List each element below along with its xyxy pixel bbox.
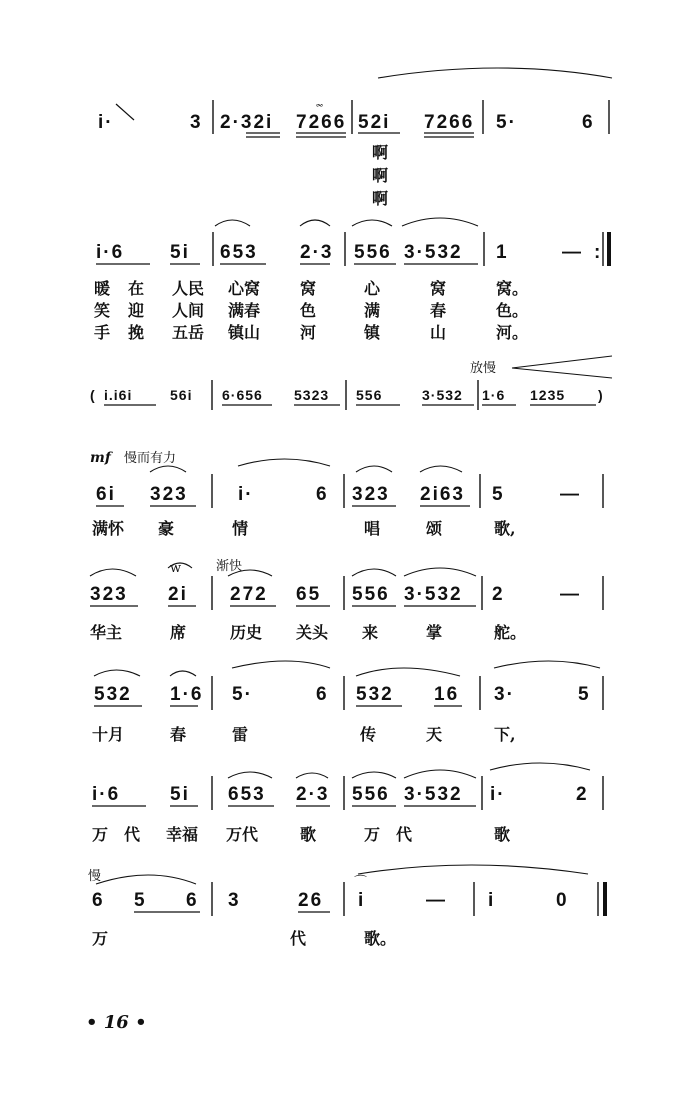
lyric: 来	[362, 623, 379, 642]
lyric: 暖	[94, 279, 111, 298]
lyric: 啊	[372, 143, 389, 162]
lyric: 色。	[496, 301, 529, 320]
note: 1235	[530, 387, 566, 403]
lyric: 春	[430, 301, 447, 320]
note: 3	[228, 890, 241, 911]
note: 2	[576, 784, 589, 805]
lyric: 席	[170, 623, 187, 642]
note: 2·3	[296, 784, 330, 805]
note: 5i	[170, 784, 190, 805]
svg-text:𝆗: 𝆗	[316, 97, 324, 112]
note: i	[488, 890, 496, 911]
svg-text:w: w	[170, 561, 182, 576]
dynamic-marking: mf	[90, 450, 111, 466]
page-number: • 16 •	[86, 1012, 147, 1033]
lyric: 满	[364, 301, 381, 320]
lyric: 传	[360, 725, 377, 744]
lyric: 万	[92, 825, 109, 844]
lyric: 窝	[430, 279, 447, 298]
tempo-marking: 慢而有力	[124, 451, 177, 466]
system-4-notes	[90, 450, 603, 508]
note: 52i	[358, 112, 391, 133]
lyric: 人间	[172, 301, 205, 320]
lyric: 手	[94, 323, 111, 342]
lyric: 代	[396, 825, 413, 844]
note: 5	[492, 484, 505, 505]
note: i	[358, 890, 366, 911]
lyric: 五岳	[172, 323, 205, 342]
note: 556	[354, 242, 392, 263]
note: 556	[352, 784, 390, 805]
lyric: 窝。	[496, 279, 529, 298]
note: 6	[186, 890, 199, 911]
system-5-notes	[90, 558, 603, 610]
lyric: 幸福	[166, 825, 199, 844]
note: 653	[228, 784, 266, 805]
tempo-marking: 放慢	[470, 361, 497, 376]
note: 6·656	[222, 387, 263, 403]
repeat-dots: :	[594, 242, 603, 263]
note: 2·32i	[220, 112, 274, 133]
system-1-notes	[98, 68, 612, 137]
note: 6	[316, 684, 329, 705]
note: 1·6	[170, 684, 204, 705]
lyric: 掌	[426, 623, 443, 642]
tempo-marking: 渐快	[216, 559, 243, 574]
lyric: 情	[232, 519, 249, 538]
note: —	[562, 242, 583, 263]
note: 3·532	[404, 784, 463, 805]
lyric: 代	[124, 825, 141, 844]
note: 5·	[232, 684, 253, 705]
lyric: 十月	[92, 725, 125, 744]
note: 532	[94, 684, 132, 705]
lyric: 啊	[372, 189, 389, 208]
note: )	[598, 387, 604, 403]
lyric: 色	[300, 301, 317, 320]
note: 7266	[296, 112, 347, 133]
lyric: 历史	[230, 623, 263, 642]
lyric: 春	[170, 725, 187, 744]
lyric: 天	[426, 725, 443, 744]
lyric: 河。	[496, 323, 529, 342]
note: 323	[352, 484, 390, 505]
lyric: 笑	[94, 301, 111, 320]
note: 323	[150, 484, 188, 505]
lyric: 镇山	[228, 323, 261, 342]
lyric: 颂	[426, 519, 443, 538]
lyric: 人民	[172, 279, 205, 298]
lyric: 心窝	[228, 279, 261, 298]
note: 556	[356, 387, 383, 403]
note: i·	[98, 112, 114, 133]
system-6-notes	[94, 661, 603, 710]
note: 3·532	[404, 242, 463, 263]
lyric: 歌	[300, 825, 317, 844]
svg-text:⌒: ⌒	[354, 875, 368, 890]
note: 5	[134, 890, 147, 911]
lyric: 心	[364, 279, 381, 298]
note: 16	[434, 684, 460, 705]
note: 0	[556, 890, 569, 911]
lyric: 窝	[300, 279, 317, 298]
lyric: 歌	[494, 825, 511, 844]
note: 272	[230, 584, 268, 605]
note: 653	[220, 242, 258, 263]
note: 532	[356, 684, 394, 705]
note: 3·532	[404, 584, 463, 605]
note: i·	[238, 484, 254, 505]
note: i·6	[92, 784, 121, 805]
lyric: 华主	[90, 623, 123, 642]
note: 7266	[424, 112, 475, 133]
note: 26	[298, 890, 324, 911]
lyric: 万代	[226, 825, 259, 844]
note: 3·	[494, 684, 515, 705]
note: 65	[296, 584, 322, 605]
lyric: 关头	[296, 623, 329, 642]
lyric: 河	[300, 323, 317, 342]
note: 5·	[496, 112, 517, 133]
note: —	[560, 584, 581, 605]
note: 3·532	[422, 387, 463, 403]
note: 2i63	[420, 484, 465, 505]
lyric: 在	[128, 279, 145, 298]
lyric: 山	[430, 323, 447, 342]
note: —	[560, 484, 581, 505]
note: 5	[578, 684, 591, 705]
note: (	[90, 387, 96, 403]
lyric: 歌,	[494, 519, 516, 538]
lyric: 舵。	[494, 623, 527, 642]
note: 5i	[170, 242, 190, 263]
lyric: 雷	[232, 725, 249, 744]
note: 6	[92, 890, 105, 911]
lyric: 满春	[228, 301, 261, 320]
lyric: 唱	[364, 519, 381, 538]
note: 56i	[170, 387, 193, 403]
note: i.i6i	[104, 387, 133, 403]
lyric: 下,	[494, 725, 516, 744]
lyric: 万	[92, 929, 109, 948]
note: 3	[190, 112, 203, 133]
note: i·	[490, 784, 506, 805]
note: 6	[582, 112, 595, 133]
note: i·6	[96, 242, 125, 263]
tempo-marking: 慢	[88, 869, 102, 884]
note: 323	[90, 584, 128, 605]
lyric: 镇	[364, 323, 381, 342]
lyric: 歌。	[364, 929, 397, 948]
lyric: 迎	[128, 301, 145, 320]
note: 6	[316, 484, 329, 505]
lyric: 万	[364, 825, 381, 844]
lyric: 挽	[128, 323, 145, 342]
lyric: 满怀	[92, 519, 125, 538]
system-2-notes	[96, 218, 609, 266]
lyric: 代	[290, 929, 307, 948]
system-7-notes	[92, 763, 603, 810]
note: 6i	[96, 484, 116, 505]
lyric: 豪	[158, 519, 175, 538]
note: 556	[352, 584, 390, 605]
system-8-notes	[88, 865, 605, 916]
note: 1·6	[482, 387, 506, 403]
note: —	[426, 890, 447, 911]
note: 5323	[294, 387, 330, 403]
note: 2i	[168, 584, 188, 605]
note: 2·3	[300, 242, 334, 263]
system-3-notes	[90, 356, 612, 410]
lyric: 啊	[372, 166, 389, 185]
note: 2	[492, 584, 505, 605]
note: 1	[496, 242, 509, 263]
